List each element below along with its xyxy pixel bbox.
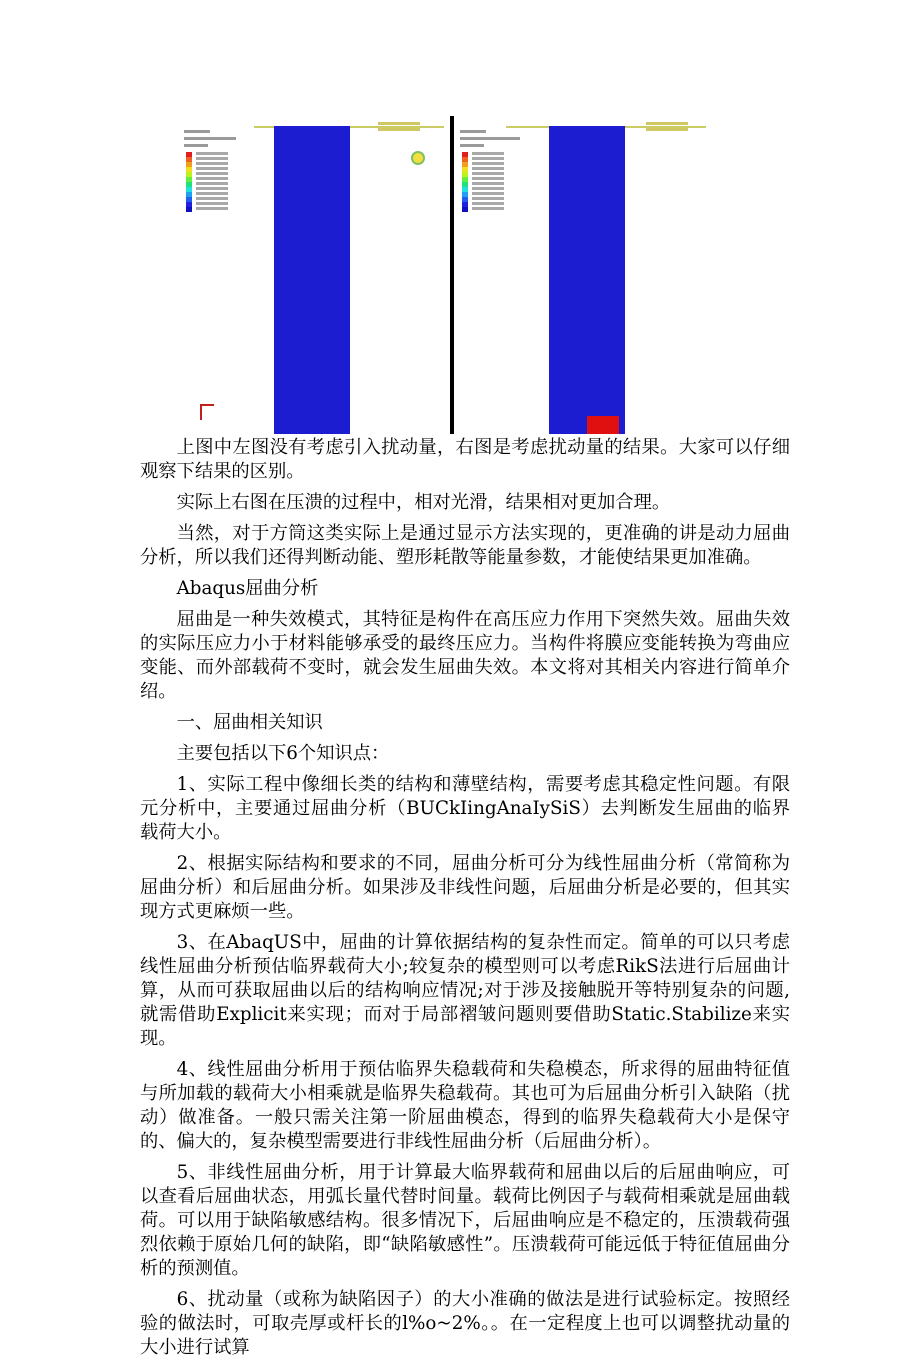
legend-swatch	[462, 207, 468, 212]
legend-value-line	[196, 202, 228, 205]
axis-triad-icon	[196, 402, 216, 426]
step-info-line	[378, 122, 420, 125]
list-item: 6、扰动量（或称为缺陷因子）的大小准确的做法是进行试验标定。按照经验的做法时，可取壳厚或杆长的l%o~2%。。在一定程度上也可以调整扰动量的大小进行试算	[140, 1289, 790, 1358]
list-item: 4、线性屈曲分析用于预估临界失稳载荷和失稳模态，所求得的屈曲特征值与所加载的载荷大小相乘就是临界失稳载荷。其也可为后屈曲分析引入缺陷（扰动）做准备。一般只需关注第一阶屈曲模态，得到的临界失稳载荷大小是保守的、偏大的，复杂模型需要进行非线性屈曲分析（后屈曲分析）。	[140, 1059, 790, 1152]
left-result-panel	[172, 116, 448, 434]
contour-legend	[462, 152, 468, 212]
legend-swatch	[186, 207, 192, 212]
legend-value-line	[196, 197, 228, 200]
legend-title-line	[460, 137, 520, 140]
legend-value-line	[196, 162, 228, 165]
legend-value-line	[196, 167, 228, 170]
paragraph: 上图中左图没有考虑引入扰动量，右图是考虑扰动量的结果。大家可以仔细观察下结果的区别。	[140, 437, 790, 482]
legend-value-line	[472, 152, 504, 155]
legend-title-line	[460, 130, 486, 133]
legend-values	[196, 152, 228, 212]
step-info-line	[378, 128, 420, 131]
legend-value-line	[196, 157, 228, 160]
right-result-panel	[456, 116, 712, 434]
legend-value-line	[472, 187, 504, 190]
legend-value-line	[472, 192, 504, 195]
list-item: 5、非线性屈曲分析，用于计算最大临界载荷和屈曲以后的后屈曲响应，可以查看后屈曲状态，用弧长量代替时间量。载荷比例因子与载荷相乘就是屈曲载荷。可以用于缺陷敏感结构。很多情况下，后屈曲响应是不稳定的，压溃载荷强烈依赖于原始几何的缺陷，即“缺陷敏感性”。压溃载荷可能远低于特征值屈曲分析的预测值。	[140, 1162, 790, 1279]
tube-column	[549, 126, 625, 434]
contour-legend	[186, 152, 192, 212]
legend-value-line	[472, 162, 504, 165]
collapse-region	[587, 416, 619, 434]
legend-title-line	[184, 137, 236, 140]
legend-value-line	[196, 172, 228, 175]
legend-title-line	[184, 144, 208, 147]
fea-results-figure	[172, 116, 712, 434]
section-heading: 一、屈曲相关知识	[176, 712, 323, 733]
legend-title-line	[184, 130, 210, 133]
legend-value-line	[196, 177, 228, 180]
legend-value-line	[196, 207, 228, 210]
legend-title-line	[460, 144, 484, 147]
list-item: 3、在AbaqUS中，屈曲的计算依据结构的复杂性而定。简单的可以只考虑线性屈曲分析预估临界载荷大小;较复杂的模型则可以考虑RikS法进行后屈曲计算，从而可获取屈曲以后的结构响应情况;对于涉及接触脱开等特别复杂的问题,就需借助Explicit来实现；而对于局部褶皱问题则要借助Static.Stabilize来实现。	[140, 932, 790, 1049]
legend-value-line	[472, 157, 504, 160]
paragraph: 当然，对于方筒这类实际上是通过显示方法实现的，更准确的讲是动力屈曲分析，所以我们还得判断动能、塑形耗散等能量参数，才能使结果更加准确。	[140, 523, 790, 568]
legend-value-line	[196, 152, 228, 155]
section-heading: Abaqus屈曲分析	[176, 578, 319, 599]
legend-value-line	[472, 167, 504, 170]
legend-value-line	[472, 182, 504, 185]
tube-column	[274, 126, 350, 434]
list-item: 1、实际工程中像细长类的结构和薄壁结构，需要考虑其稳定性问题。有限元分析中，主要通过屈曲分析（BUCkIingAnaIySiS）去判断发生屈曲的临界载荷大小。	[140, 774, 790, 843]
paragraph: 主要包括以下6个知识点：	[176, 743, 390, 764]
probe-marker	[411, 151, 425, 165]
legend-value-line	[196, 182, 228, 185]
legend-values	[472, 152, 504, 212]
step-info-line	[646, 122, 688, 125]
panel-divider	[450, 116, 454, 434]
paragraph: 屈曲是一种失效模式，其特征是构件在高压应力作用下突然失效。屈曲失效的实际压应力小于材料能够承受的最终压应力。当构件将膜应变能转换为弯曲应变能、而外部载荷不变时，就会发生屈曲失效。本文将对其相关内容进行简单介绍。	[140, 609, 790, 702]
legend-value-line	[196, 187, 228, 190]
paragraph: 实际上右图在压溃的过程中，相对光滑，结果相对更加合理。	[176, 492, 671, 513]
list-item: 2、根据实际结构和要求的不同，屈曲分析可分为线性屈曲分析（常简称为屈曲分析）和后屈曲分析。如果涉及非线性问题，后屈曲分析是必要的，但其实现方式更麻烦一些。	[140, 853, 790, 922]
legend-value-line	[472, 202, 504, 205]
legend-value-line	[472, 177, 504, 180]
article-body	[140, 436, 790, 1367]
legend-value-line	[472, 207, 504, 210]
legend-value-line	[472, 172, 504, 175]
legend-value-line	[472, 197, 504, 200]
step-info-line	[646, 128, 688, 131]
legend-value-line	[196, 192, 228, 195]
